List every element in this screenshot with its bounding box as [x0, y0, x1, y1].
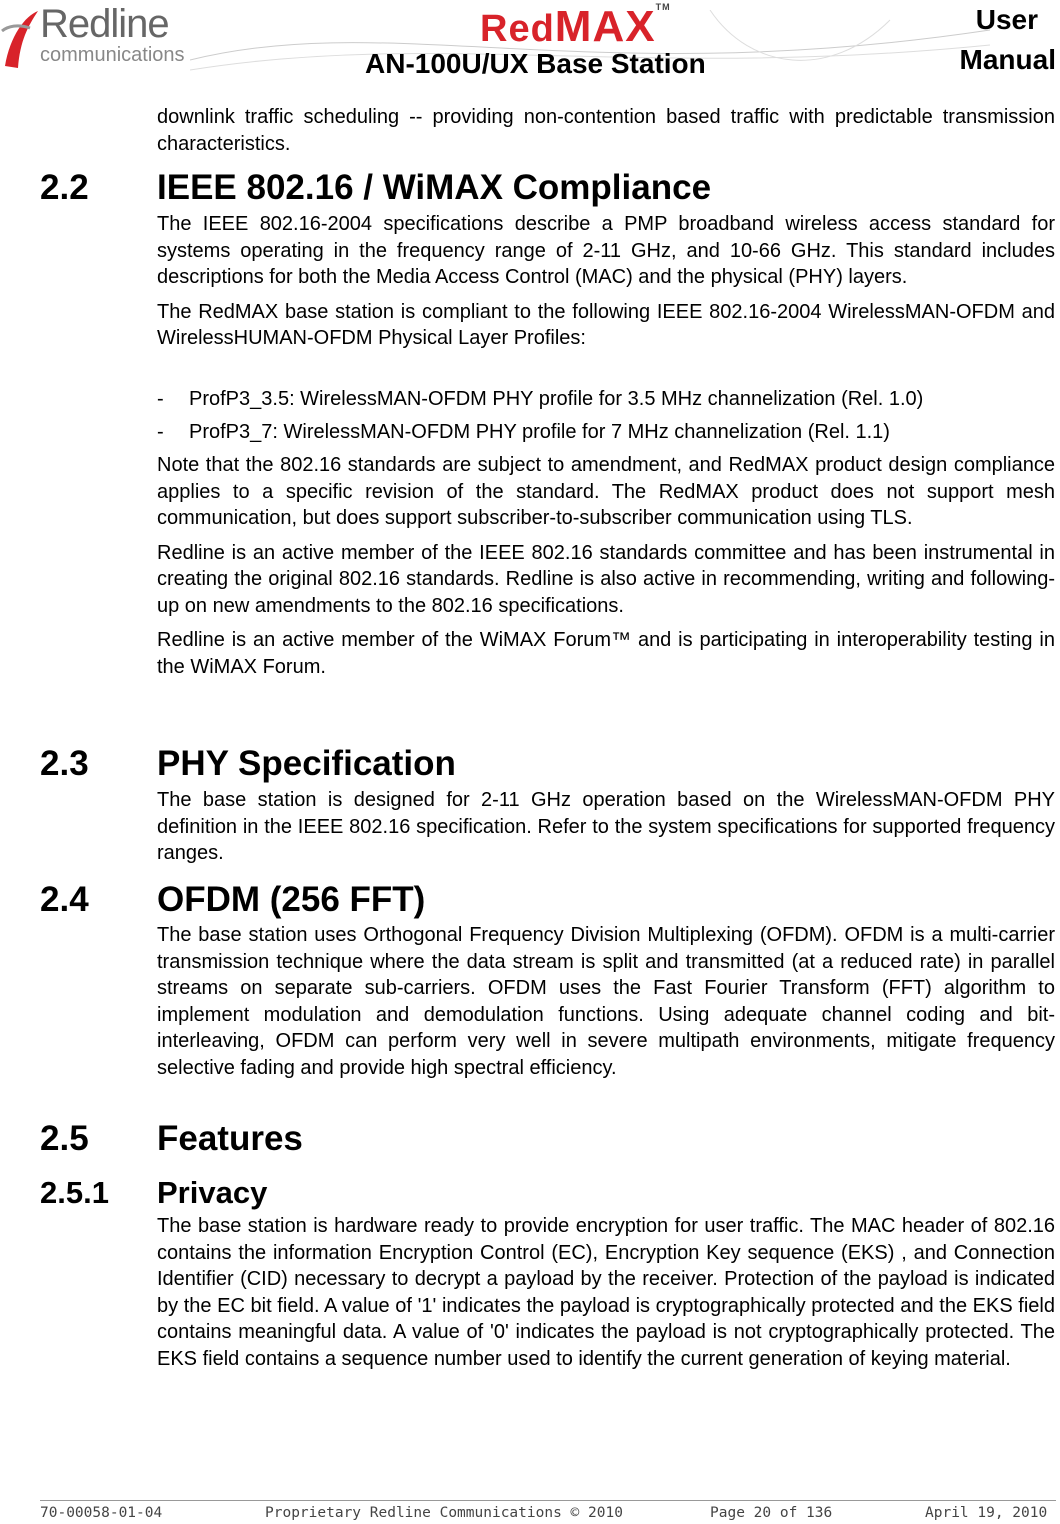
section-2-5-1-body — [157, 1213, 1055, 1372]
footer-divider — [40, 1500, 1056, 1501]
section-2-4-heading: 2.4 OFDM (256 FFT) — [40, 880, 426, 919]
intro-paragraph: downlink traffic scheduling -- providing non-contention based traffic with predictable transmission characteristics. — [157, 106, 1055, 155]
footer-doc-id: 70-00058-01-04 — [40, 1505, 163, 1521]
redline-swoosh-icon — [0, 6, 40, 76]
section-2-5-heading: 2.5 Features — [40, 1119, 303, 1158]
page-header — [0, 0, 1060, 90]
paragraph: The base station is designed for 2-11 GHz operation based on the WirelessMAN-OFDM PHY definition in the IEEE 802.16 specification. Refer to the system specifications for supported frequency ranges. — [157, 789, 1055, 864]
header-manual: Manual — [959, 44, 1056, 75]
section-2-2-heading: 2.2 IEEE 802.16 / WiMAX Compliance — [40, 168, 712, 207]
paragraph: The base station uses Orthogonal Frequency Division Multiplexing (OFDM). OFDM is a multi-carrier transmission technique where the data stream is split and transmitted (at a reduced rate) in parallel streams on separate sub-carriers. OFDM uses the Fast Fourier Transform (FFT) algorithm to implement modulation and demodulation functions. Using adequate channel coding and bit-interleaving, OFDM can perform very well in severe multipath environments, mitigate frequency selective fading and provide high spectral efficiency. — [157, 924, 1055, 1079]
section-2-2-body — [157, 211, 1055, 352]
section-2-4-body — [157, 922, 1055, 1081]
section-2-5-1-heading: 2.5.1 Privacy — [40, 1175, 268, 1210]
paragraph: Redline is an active member of the IEEE 802.16 standards committee and has been instrumental in creating the original 802.16 standards. Redline is also active in recommending, writing and following-up on new amendments to the 802.16 specifications. — [157, 541, 1055, 617]
header-user: User — [975, 4, 1038, 35]
paragraph: Redline is an active member of the WiMAX Forum™ and is participating in interoperability testing in the WiMAX Forum. — [157, 629, 1055, 678]
paragraph: Note that the 802.16 standards are subject to amendment, and RedMAX product design compliance applies to a specific revision of the standard. The RedMAX product does not support mesh communication, but does support subscriber-to-subscriber communication using TLS. — [157, 454, 1055, 529]
footer-copyright: Proprietary Redline Communications © 2010 — [265, 1505, 623, 1521]
logo-company-sub: communications — [40, 44, 185, 66]
paragraph: The RedMAX base station is compliant to the following IEEE 802.16-2004 WirelessMAN-OFDM and WirelessHUMAN-OFDM Physical Layer Profiles: — [157, 300, 1055, 349]
section-2-2-body-2 — [157, 452, 1055, 680]
product-title: AN-100U/UX Base Station — [365, 48, 706, 79]
redmax-logo: RedMAX™ — [480, 2, 671, 51]
section-2-3-body — [157, 787, 1055, 867]
footer-date: April 19, 2010 — [925, 1505, 1048, 1521]
list-item: - ProfP3_7: WirelessMAN-OFDM PHY profile for 7 MHz channelization (Rel. 1.1) — [157, 421, 890, 443]
paragraph: The IEEE 802.16-2004 specifications describe a PMP broadband wireless access standard for systems operating in the frequency range of 2-11 GHz, and 10-66 GHz. This standard includes descriptions for both the Media Access Control (MAC) and the physical (PHY) layers. — [157, 213, 1055, 288]
footer-page: Page 20 of 136 — [710, 1505, 833, 1521]
paragraph: The base station is hardware ready to provide encryption for user traffic. The MAC header of 802.16 contains the information Encryption Control (EC), Encryption Key sequence (EKS) , and Connection Identifier (CID) necessary to decrypt a payload by the receiver. Protection of the payload is indicated by the EC bit field. A value of '1' indicates the payload is cryptographically protected and the EKS field contains meaningful data. A value of '0' indicates the payload is not cryptographically protected. The EKS field contains a sequence number used to identify the current generation of keying material. — [157, 1215, 1055, 1370]
logo-company: Redline — [40, 2, 169, 46]
section-2-3-heading: 2.3 PHY Specification — [40, 744, 456, 783]
list-item: - ProfP3_3.5: WirelessMAN-OFDM PHY profile for 3.5 MHz channelization (Rel. 1.0) — [157, 388, 924, 410]
redline-logo — [0, 0, 200, 80]
